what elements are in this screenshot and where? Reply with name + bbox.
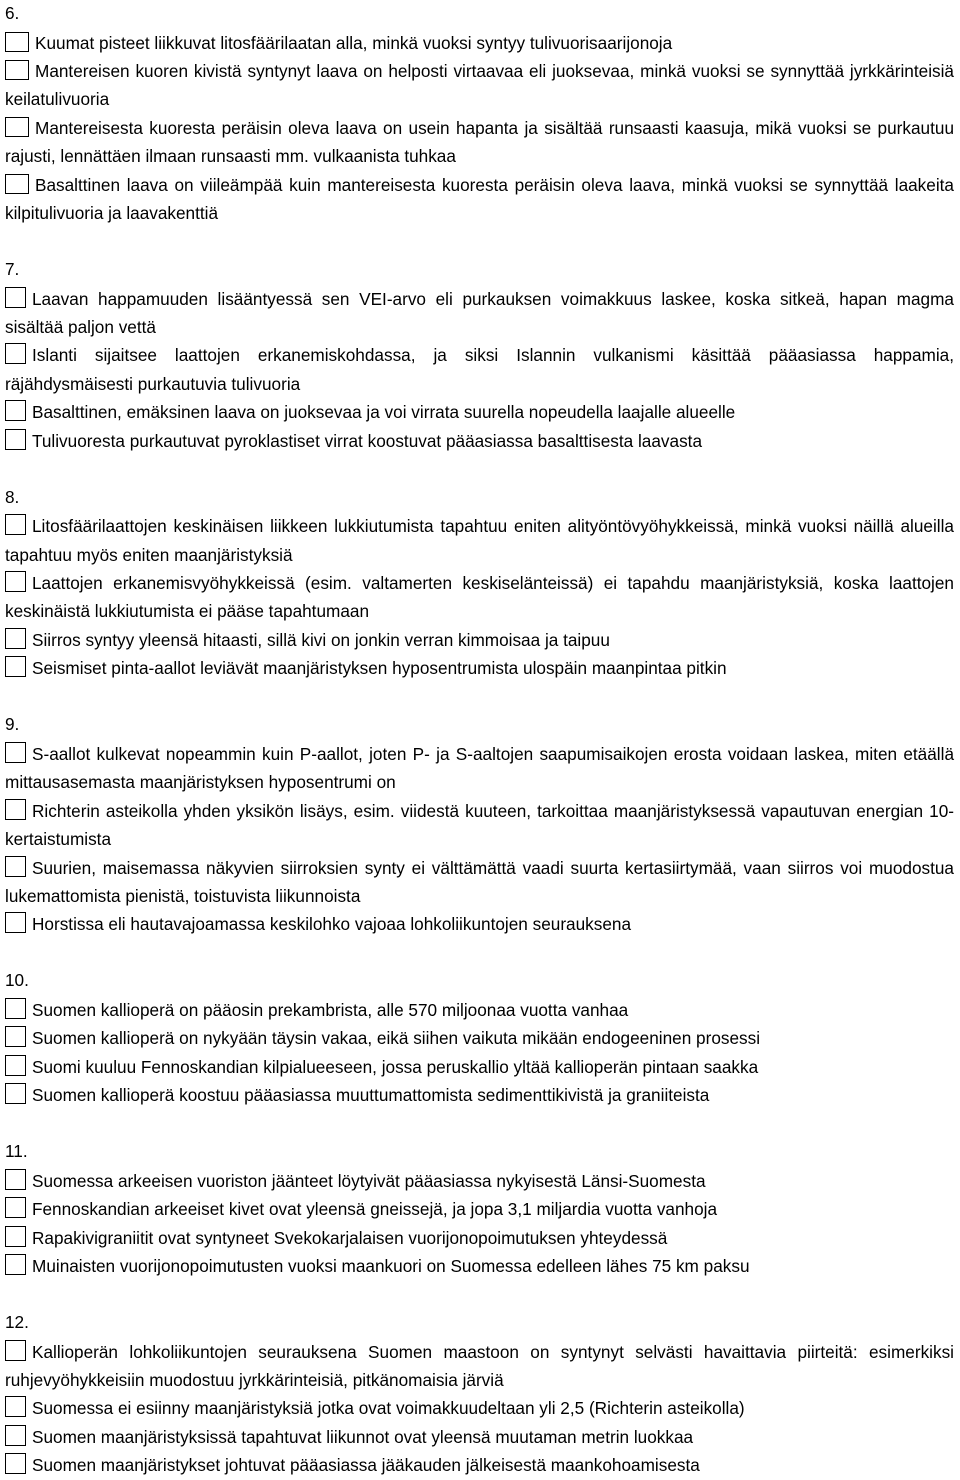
- checkbox[interactable]: [5, 1453, 26, 1474]
- option-text: Suomen kallioperä koostuu pääasiassa muuttumattomista sedimenttikivistä ja graniiteista: [32, 1085, 710, 1106]
- checkbox[interactable]: [5, 429, 26, 450]
- option: [5, 1081, 954, 1109]
- checkbox[interactable]: [5, 1197, 26, 1218]
- option-text: Laattojen erkanemisvyöhykkeissä (esim. valtamerten keskiselänteissä) ei tapahdu maanjäristyksiä, koska laattojen keskinäistä lukkiutumista ei pääse tapahtumaan: [5, 573, 954, 622]
- option-text: Suomen kallioperä on nykyään täysin vakaa, eikä siihen vaikuta mikään endogeeninen prosessi: [32, 1028, 761, 1049]
- option: [5, 171, 954, 228]
- option-text: Suomi kuuluu Fennoskandian kilpialueeseen, jossa peruskallio yltää kallioperän pintaan saakka: [32, 1056, 759, 1077]
- checkbox[interactable]: [5, 32, 29, 52]
- option: [5, 797, 954, 854]
- checkbox[interactable]: [5, 998, 26, 1019]
- option: [5, 398, 954, 426]
- option-text: Suomessa arkeeisen vuoriston jäänteet löytyivät pääasiassa nykyisestä Länsi-Suomesta: [32, 1170, 706, 1191]
- option-text: Horstissa eli hautavajoamassa keskilohko vajoaa lohkoliikuntojen seurauksena: [32, 914, 632, 935]
- option: [5, 1423, 954, 1451]
- checkbox[interactable]: [5, 656, 26, 677]
- checkbox[interactable]: [5, 1026, 26, 1047]
- option: [5, 1167, 954, 1195]
- option: [5, 1053, 954, 1081]
- checkbox[interactable]: [5, 1083, 26, 1104]
- spacer: [5, 227, 954, 256]
- checkbox[interactable]: [5, 1340, 26, 1361]
- spacer: [5, 455, 954, 484]
- question-9: [5, 711, 954, 938]
- option: [5, 1195, 954, 1223]
- question-11: [5, 1138, 954, 1280]
- option-text: Rapakivigraniitit ovat syntyneet Svekokarjalaisen vuorijonopoimutuksen yhteydessä: [32, 1227, 668, 1248]
- question-10: [5, 967, 954, 1109]
- option-text: Suomessa ei esiinny maanjäristyksiä jotka ovat voimakkuudeltaan yli 2,5 (Richterin asteikolla): [32, 1398, 745, 1419]
- option-text: Fennoskandian arkeeiset kivet ovat yleensä gneissejä, ja jopa 3,1 miljardia vuotta vanhoja: [32, 1199, 718, 1220]
- question-number: 12.: [5, 1311, 29, 1332]
- option-text: Kallioperän lohkoliikuntojen seurauksena Suomen maastoon on syntynyt selvästi havaittavia piirteitä: esimerkiksi ruhjevyöhykkeisiin muodostuu jyrkkärinteisiä, pitkänomaisia järviä: [5, 1341, 954, 1390]
- option: [5, 285, 954, 342]
- question-7: [5, 256, 954, 455]
- option-text: Richterin asteikolla yhden yksikön lisäys, esim. viidestä kuuteen, tarkoittaa maanjäristyksessä vapautuvan energian 10-kertaistumista: [5, 800, 954, 850]
- option: [5, 654, 954, 682]
- option-text: Mantereisesta kuoresta peräisin oleva laava on usein hapanta ja sisältää runsaasti kaasuja, mikä vuoksi se purkautuu rajusti, lennättäen ilmaan runsaasti mm. vulkaanista tuhkaa: [5, 117, 954, 167]
- option: [5, 910, 954, 938]
- spacer: [5, 683, 954, 712]
- checkbox[interactable]: [5, 514, 26, 535]
- question-number: 7.: [5, 259, 20, 280]
- option-text: Suomen maanjäristyksissä tapahtuvat liikunnot ovat yleensä muutaman metrin luokkaa: [32, 1426, 694, 1447]
- option-text: Islanti sijaitsee laattojen erkanemiskohdassa, ja siksi Islannin vulkanismi käsittää pääasiassa happamia, räjähdysmäisesti purkautuvia tulivuoria: [5, 345, 954, 394]
- checkbox[interactable]: [5, 628, 26, 649]
- option: [5, 740, 954, 797]
- checkbox[interactable]: [5, 1226, 26, 1247]
- option: [5, 569, 954, 626]
- option: [5, 427, 954, 455]
- option: [5, 1024, 954, 1052]
- checkbox[interactable]: [5, 400, 26, 421]
- option: [5, 1224, 954, 1252]
- option-text: Suurien, maisemassa näkyvien siirroksien synty ei välttämättä vaadi suurta kertasiirtymää, vaan siirros voi muodostua lukemattomista pienistä, toistuvista liikunnoista: [5, 857, 954, 906]
- checkbox[interactable]: [5, 1254, 26, 1275]
- spacer: [5, 939, 954, 968]
- checkbox[interactable]: [5, 1425, 26, 1446]
- checkbox[interactable]: [5, 287, 26, 308]
- question-12: [5, 1309, 954, 1480]
- question-number: 10.: [5, 970, 29, 991]
- option-text: Muinaisten vuorijonopoimutusten vuoksi maankuori on Suomessa edelleen lähes 75 km paksu: [32, 1255, 750, 1276]
- option: [5, 114, 954, 171]
- option: [5, 854, 954, 911]
- checkbox[interactable]: [5, 856, 26, 877]
- option-text: Suomen maanjäristykset johtuvat pääasiassa jääkauden jälkeisestä maankohoamisesta: [32, 1455, 700, 1476]
- spacer: [5, 1280, 954, 1309]
- checkbox[interactable]: [5, 1396, 26, 1417]
- checkbox[interactable]: [5, 1169, 26, 1190]
- option: [5, 29, 954, 57]
- checkbox[interactable]: [5, 799, 26, 820]
- checkbox[interactable]: [5, 742, 26, 763]
- option: [5, 626, 954, 654]
- checkbox[interactable]: [5, 174, 29, 194]
- option: [5, 996, 954, 1024]
- option-text: Litosfäärilaattojen keskinäisen liikkeen lukkiutumista tapahtuu eniten alityöntövyöhykkeissä, minkä vuoksi näillä alueilla tapahtuu myös eniten maanjäristyksiä: [5, 516, 954, 565]
- option-text: Kuumat pisteet liikkuvat litosfäärilaatan alla, minkä vuoksi syntyy tulivuorisaarijonoja: [35, 32, 673, 53]
- spacer: [5, 1110, 954, 1139]
- option-text: Basalttinen laava on viileämpää kuin mantereisesta kuoresta peräisin oleva laava, minkä vuoksi se synnyttää laakeita kilpitulivuoria ja laavakenttiä: [5, 174, 954, 224]
- question-8: [5, 484, 954, 683]
- option-text: Siirros syntyy yleensä hitaasti, sillä kivi on jonkin verran kimmoisaa ja taipuu: [32, 629, 610, 650]
- question-number: 6.: [5, 3, 20, 23]
- question-6: [5, 0, 954, 227]
- option-text: Seismiset pinta-aallot leviävät maanjäristyksen hyposentrumista ulospäin maanpintaa pitkin: [32, 658, 727, 679]
- option: [5, 1338, 954, 1395]
- option-text: S-aallot kulkevat nopeammin kuin P-aallot, joten P- ja S-aaltojen saapumisaikojen erosta voidaan laskea, miten etäällä mittausasemasta maanjäristyksen hyposentrumi on: [5, 743, 954, 793]
- option: [5, 57, 954, 114]
- question-number: 9.: [5, 714, 20, 735]
- option: [5, 341, 954, 398]
- checkbox[interactable]: [5, 117, 29, 137]
- option: [5, 1252, 954, 1280]
- checkbox[interactable]: [5, 343, 26, 364]
- checkbox[interactable]: [5, 60, 29, 80]
- checkbox[interactable]: [5, 1055, 26, 1076]
- question-number: 11.: [5, 1141, 28, 1162]
- option: [5, 512, 954, 569]
- option-text: Mantereisen kuoren kivistä syntynyt laava on helposti virtaavaa eli juoksevaa, minkä vuoksi se synnyttää jyrkkärinteisiä keilatulivuoria: [5, 61, 954, 110]
- question-number: 8.: [5, 486, 20, 507]
- checkbox[interactable]: [5, 912, 26, 933]
- option: [5, 1451, 954, 1479]
- option-text: Tulivuoresta purkautuvat pyroklastiset virrat koostuvat pääasiassa basalttisesta laavasta: [32, 430, 703, 451]
- checkbox[interactable]: [5, 571, 26, 592]
- option-text: Suomen kallioperä on pääosin prekambrista, alle 570 miljoonaa vuotta vanhaa: [32, 999, 629, 1020]
- option-text: Basalttinen, emäksinen laava on juoksevaa ja voi virrata suurella nopeudella laajalle alueelle: [32, 402, 736, 423]
- option: [5, 1394, 954, 1422]
- option-text: Laavan happamuuden lisääntyessä sen VEI-arvo eli purkauksen voimakkuus laskee, koska sitkeä, hapan magma sisältää paljon vettä: [5, 288, 954, 338]
